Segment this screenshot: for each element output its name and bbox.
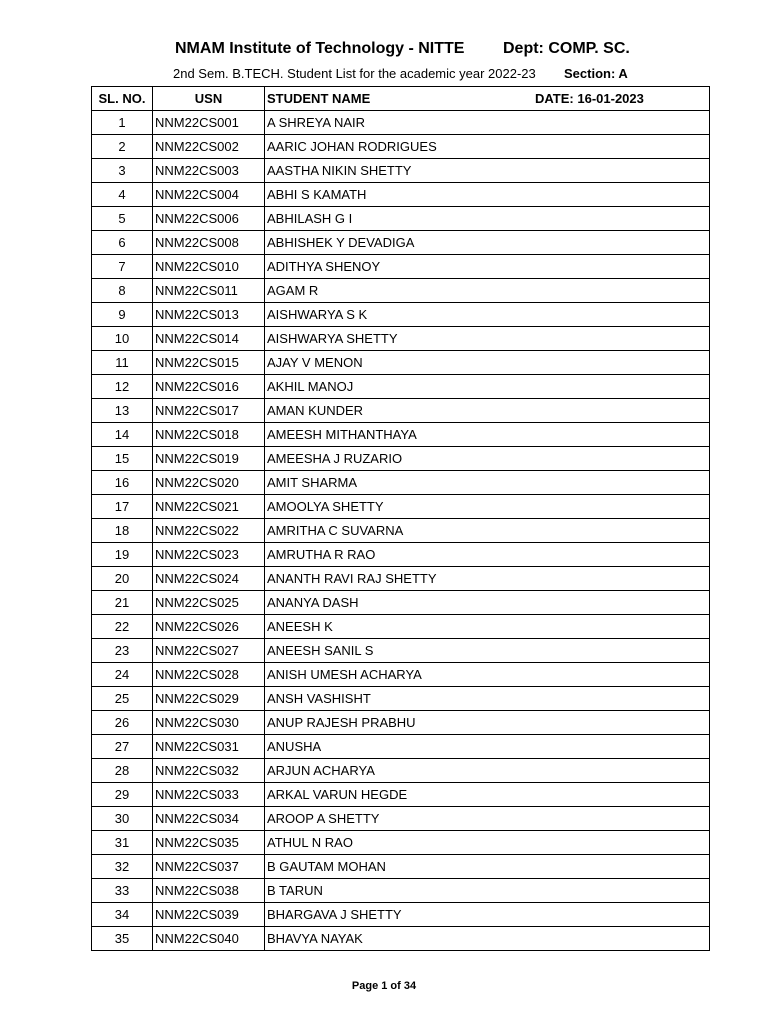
usn-cell: NNM22CS029 [153,687,265,711]
usn-cell: NNM22CS002 [153,135,265,159]
student-name-cell: ABHISHEK Y DEVADIGA [265,231,710,255]
table-row [92,615,710,639]
student-name-cell: AKHIL MANOJ [265,375,710,399]
table-row [92,423,710,447]
usn-cell: NNM22CS037 [153,855,265,879]
table-row [92,375,710,399]
table-row [92,591,710,615]
table-row [92,279,710,303]
table-row [92,783,710,807]
sl-no-cell: 16 [92,471,153,495]
table-row [92,135,710,159]
sl-no-cell: 29 [92,783,153,807]
student-name-cell: ANANYA DASH [265,591,710,615]
usn-cell: NNM22CS014 [153,327,265,351]
table-row [92,111,710,135]
table-row [92,255,710,279]
sl-no-cell: 28 [92,759,153,783]
student-name-cell: AMEESHA J RUZARIO [265,447,710,471]
sl-no-cell: 6 [92,231,153,255]
usn-cell: NNM22CS039 [153,903,265,927]
list-date: DATE: 16-01-2023 [535,91,644,106]
document-title-line [0,40,768,64]
table-row [92,879,710,903]
sl-no-cell: 4 [92,183,153,207]
table-row [92,231,710,255]
sl-no-cell: 33 [92,879,153,903]
student-name-cell: ANUSHA [265,735,710,759]
table-row [92,159,710,183]
usn-cell: NNM22CS008 [153,231,265,255]
usn-cell: NNM22CS034 [153,807,265,831]
student-list-table [91,86,710,951]
sl-no-cell: 11 [92,351,153,375]
sl-no-cell: 8 [92,279,153,303]
student-name-cell: B GAUTAM MOHAN [265,855,710,879]
usn-cell: NNM22CS015 [153,351,265,375]
student-name-cell: AMRITHA C SUVARNA [265,519,710,543]
usn-cell: NNM22CS033 [153,783,265,807]
student-name-cell: BHAVYA NAYAK [265,927,710,951]
sl-no-cell: 19 [92,543,153,567]
usn-cell: NNM22CS011 [153,279,265,303]
usn-cell: NNM22CS013 [153,303,265,327]
column-header-usn: USN [153,87,265,111]
usn-cell: NNM22CS020 [153,471,265,495]
usn-cell: NNM22CS003 [153,159,265,183]
sl-no-cell: 3 [92,159,153,183]
student-name-cell: ABHILASH G I [265,207,710,231]
document-subtitle-line [0,66,768,84]
table-row [92,495,710,519]
sl-no-cell: 32 [92,855,153,879]
student-name-cell: B TARUN [265,879,710,903]
student-name-cell: AJAY V MENON [265,351,710,375]
table-row [92,639,710,663]
student-name-cell: AASTHA NIKIN SHETTY [265,159,710,183]
student-name-cell: ADITHYA SHENOY [265,255,710,279]
sl-no-cell: 14 [92,423,153,447]
table-row [92,807,710,831]
usn-cell: NNM22CS024 [153,567,265,591]
institute-name: NMAM Institute of Technology - NITTE [175,40,465,57]
student-name-cell: AMOOLYA SHETTY [265,495,710,519]
student-name-cell: ABHI S KAMATH [265,183,710,207]
student-name-cell: AARIC JOHAN RODRIGUES [265,135,710,159]
table-row [92,927,710,951]
usn-cell: NNM22CS038 [153,879,265,903]
student-name-cell: ATHUL N RAO [265,831,710,855]
usn-cell: NNM22CS026 [153,615,265,639]
usn-cell: NNM22CS035 [153,831,265,855]
table-header-row [92,87,710,111]
usn-cell: NNM22CS027 [153,639,265,663]
usn-cell: NNM22CS028 [153,663,265,687]
sl-no-cell: 5 [92,207,153,231]
sl-no-cell: 20 [92,567,153,591]
usn-cell: NNM22CS019 [153,447,265,471]
student-name-cell: AGAM R [265,279,710,303]
usn-cell: NNM22CS031 [153,735,265,759]
usn-cell: NNM22CS023 [153,543,265,567]
sl-no-cell: 31 [92,831,153,855]
student-name-cell: A SHREYA NAIR [265,111,710,135]
table-row [92,303,710,327]
sl-no-cell: 30 [92,807,153,831]
table-row [92,831,710,855]
student-name-cell: AISHWARYA SHETTY [265,327,710,351]
student-name-cell: AMEESH MITHANTHAYA [265,423,710,447]
sl-no-cell: 1 [92,111,153,135]
student-name-cell: ANUP RAJESH PRABHU [265,711,710,735]
table-row [92,207,710,231]
usn-cell: NNM22CS040 [153,927,265,951]
table-row [92,759,710,783]
student-name-cell: AMAN KUNDER [265,399,710,423]
student-name-header-label: STUDENT NAME [267,91,371,106]
student-name-cell: BHARGAVA J SHETTY [265,903,710,927]
section-label: Section: A [564,66,628,81]
department-label: Dept: COMP. SC. [503,40,630,57]
student-name-cell: ANEESH K [265,615,710,639]
table-row [92,351,710,375]
sl-no-cell: 17 [92,495,153,519]
usn-cell: NNM22CS025 [153,591,265,615]
sl-no-cell: 10 [92,327,153,351]
sl-no-cell: 24 [92,663,153,687]
table-row [92,399,710,423]
usn-cell: NNM22CS030 [153,711,265,735]
column-header-sl-no: SL. NO. [92,87,153,111]
table-row [92,663,710,687]
sl-no-cell: 9 [92,303,153,327]
sl-no-cell: 25 [92,687,153,711]
sl-no-cell: 23 [92,639,153,663]
student-name-cell: AISHWARYA S K [265,303,710,327]
usn-cell: NNM22CS006 [153,207,265,231]
sl-no-cell: 35 [92,927,153,951]
sl-no-cell: 13 [92,399,153,423]
sl-no-cell: 15 [92,447,153,471]
sl-no-cell: 2 [92,135,153,159]
student-name-cell: ARKAL VARUN HEGDE [265,783,710,807]
table-row [92,711,710,735]
table-row [92,471,710,495]
usn-cell: NNM22CS022 [153,519,265,543]
table-row [92,567,710,591]
table-row [92,327,710,351]
student-name-cell: ANISH UMESH ACHARYA [265,663,710,687]
table-row [92,735,710,759]
student-name-cell: ANANTH RAVI RAJ SHETTY [265,567,710,591]
table-row [92,183,710,207]
usn-cell: NNM22CS017 [153,399,265,423]
usn-cell: NNM22CS032 [153,759,265,783]
student-name-cell: AROOP A SHETTY [265,807,710,831]
usn-cell: NNM22CS016 [153,375,265,399]
student-name-cell: ANSH VASHISHT [265,687,710,711]
list-description: 2nd Sem. B.TECH. Student List for the academic year 2022-23 [173,66,536,81]
sl-no-cell: 34 [92,903,153,927]
usn-cell: NNM22CS001 [153,111,265,135]
table-row [92,519,710,543]
table-row [92,447,710,471]
sl-no-cell: 22 [92,615,153,639]
usn-cell: NNM22CS018 [153,423,265,447]
sl-no-cell: 18 [92,519,153,543]
sl-no-cell: 7 [92,255,153,279]
student-name-cell: AMRUTHA R RAO [265,543,710,567]
sl-no-cell: 26 [92,711,153,735]
sl-no-cell: 21 [92,591,153,615]
table-row [92,687,710,711]
sl-no-cell: 12 [92,375,153,399]
table-row [92,855,710,879]
usn-cell: NNM22CS010 [153,255,265,279]
table-row [92,543,710,567]
usn-cell: NNM22CS021 [153,495,265,519]
page-number: Page 1 of 34 [351,980,417,992]
student-name-cell: AMIT SHARMA [265,471,710,495]
student-name-cell: ANEESH SANIL S [265,639,710,663]
sl-no-cell: 27 [92,735,153,759]
table-row [92,903,710,927]
usn-cell: NNM22CS004 [153,183,265,207]
column-header-student-name [265,87,710,111]
student-name-cell: ARJUN ACHARYA [265,759,710,783]
